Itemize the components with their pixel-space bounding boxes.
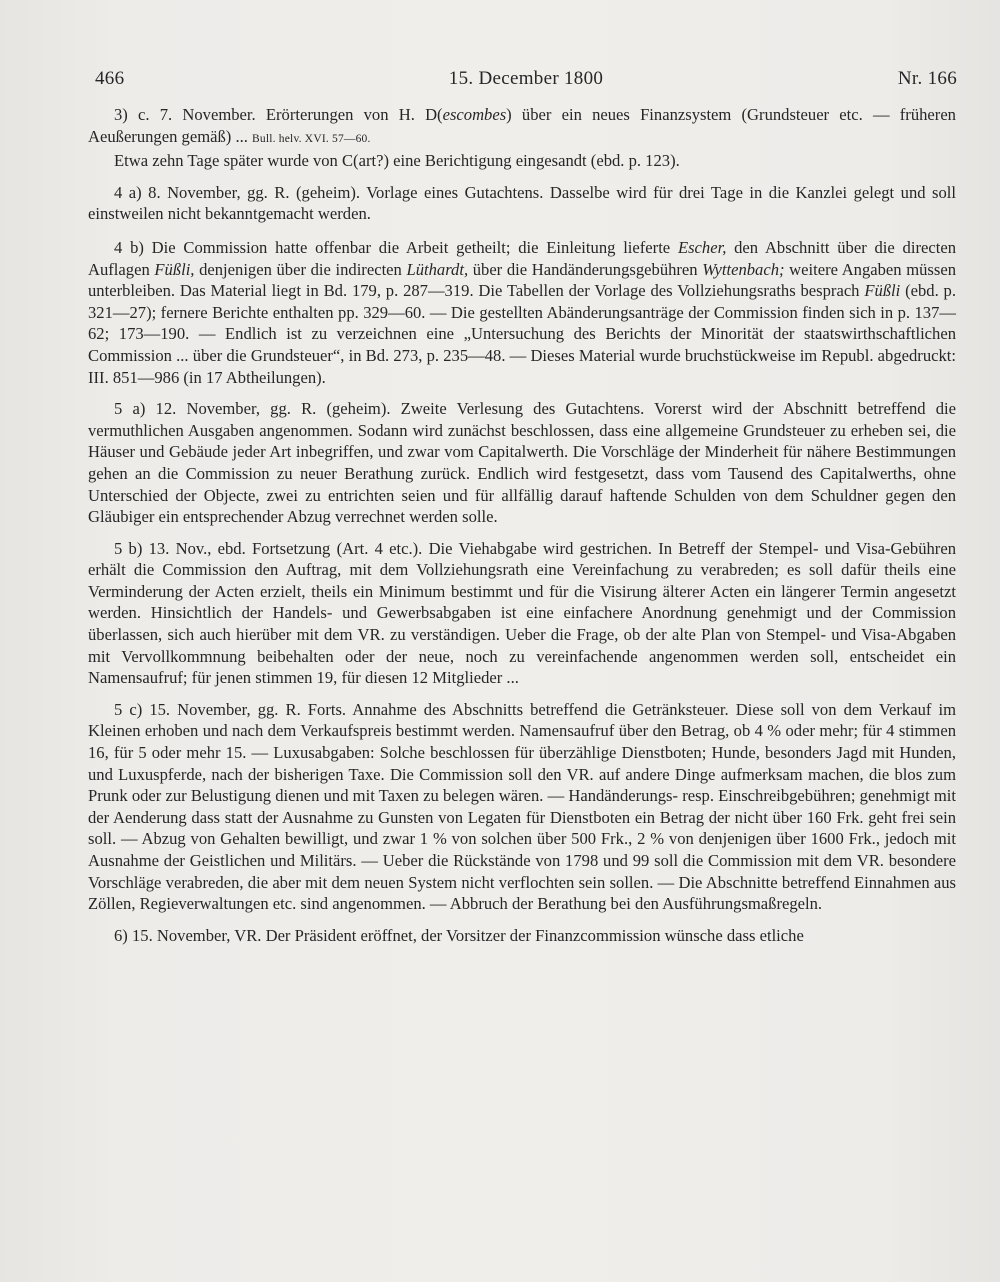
name-escher: Escher,	[677, 237, 727, 257]
citation-bull-helv: Bull. helv. XVI. 57—60.	[252, 132, 371, 145]
name-escombes: escombes	[442, 105, 507, 124]
header-date: 15. December 1800	[448, 68, 604, 89]
header-issue-number: Nr. 166	[897, 68, 957, 89]
paragraph-6: 6) 15. November, VR. Der Präsident eröffnet, der Vorsitzer der Finanzcommission wünsche dass etliche	[114, 925, 804, 945]
name-fuessli-2: Füßli	[864, 281, 901, 301]
name-wyttenbach: Wyttenbach;	[702, 259, 785, 279]
paragraph-4b: 4 b) Die Commission hatte offenbar die Arbeit getheilt; die Einleitung lieferte Escher, den Abschnitt über die directen Auflagen Füßli, denjenigen über die indirecten Lüthardt, über die Handänderungsgebühren Wyttenbach; weitere Angaben müssen unterbleiben. Das Material liegt in Bd. 179, p. 287—319. Die Tabellen der Vorlage des Vollziehungsraths besprach Füßli (ebd. p. 321—27); fernere Berichte enthalten pp. 329—60. — Die gestellten Abänderungsanträge der Commission finden sich in p. 137—62; 173—190. — Endlich ist zu verzeichnen eine „Untersuchung des Berichts der Minorität der staatswirthschaftlichen Commission ... über die Grundsteuer“, in Bd. 273, p. 235—48. — Dieses Material wurde bruchstückweise im Republ. abgedruckt: III. 851—986 (in 17 Abtheilungen).	[88, 237, 956, 387]
paragraph-5b: 5 b) 13. Nov., ebd. Fortsetzung (Art. 4 etc.). Die Viehabgabe wird gestrichen. In Betreff der Stempel- und Visa-Gebühren erhält die Commission den Auftrag, mit dem Vollziehungsrath eine Vereinfachung zu verabreden; es soll dafür theils eine Verminderung der Acten erzielt, theils ein Minimum bestimmt und für die Visirung älterer Acten ein längerer Termin angesetzt werden. Hinsichtlich der Handels- und Gewerbsabgaben ist eine einfachere Anordnung genehmigt und der Commission überlassen, sich auch hierüber mit dem VR. zu verständigen. Ueber die Frage, ob der alte Plan von Stempel- und Visa-Abgaben mit Vervollkommnung beibehalten oder der neue, noch zu vereinfachende angenommen werden soll, entscheidet ein Namensaufruf; für jenen stimmen 19, für diesen 12 Mitglieder ...	[88, 538, 956, 688]
name-fuessli: Füßli,	[154, 259, 195, 279]
paragraph-5a: 5 a) 12. November, gg. R. (geheim). Zweite Verlesung des Gutachtens. Vorerst wird der Abschnitt betreffend die vermuthlichen Ausgaben angenommen. Sodann wird zunächst beschlossen, dass eine allgemeine Grundsteuer zu erheben sei, die Häuser und Gebäude jeder Art inbegriffen, und zwar vom Capitalwerth. Die Vorschläge der Minderheit für nähere Bestimmungen gehen an die Commission zu neuer Berathung zurück. Endlich wird festgesetzt, dass vom Tausend des Capitalwerths, ohne Unterschied der Objecte, zwei zu entrichten seien und für allfällig darauf haftende Schulden von dem Schuldner gegen den Gläubiger ein entsprechender Abzug verrechnet werden solle.	[88, 399, 956, 527]
paragraph-3: 3) c. 7. November. Erörterungen von H. D(escombes) über ein neues Finanzsystem (Grundsteuer etc. — früheren Aeußerungen gemäß) ... Bull. helv. XVI. 57—60.	[88, 105, 956, 146]
paragraph-5c: 5 c) 15. November, gg. R. Forts. Annahme des Abschnitts betreffend die Getränksteuer. Diese soll von dem Verkauf im Kleinen erhoben und nach dem Verkaufspreis bestimmt werden. Namensaufruf über den Betrag, ob 4 % oder mehr; für 4 stimmen 16, für 5 oder mehr 15. — Luxusabgaben: Solche beschlossen für überzählige Dienstboten; Hunde, besonders Jagd mit Hunden, und Luxuspferde, nach der bisherigen Taxe. Die Commission soll den VR. auf andere Dinge aufmerksam machen, die blos zum Prunk oder zur Belustigung dienen und mit Taxen zu belegen wären. — Handänderungs- resp. Einschreibgebühren; genehmigt mit der Aenderung dass statt der Ausnahme zu Gunsten von Legaten für Dienstboten ein Betrag der nicht über 160 Frk. geht frei sein soll. — Abzug von Gehalten bewilligt, und zwar 1 % von solchen über 500 Frk., 2 % von denjenigen über 1600 Frk., jedoch mit Ausnahme der Geistlichen und Militärs. — Ueber die Rückstände von 1798 und 99 soll die Commission mit dem VR. besondere Vorschläge verabreden, die aber mit dem neuen System nicht verflochten sein sollen. — Die Abschnitte betreffend Einnahmen aus Zöllen, Regieverwaltungen etc. sind angenommen. — Abbruch der Berathung bei den Ausführungsmaßregeln.	[88, 699, 956, 914]
page-header	[95, 68, 957, 98]
paragraph-4a: 4 a) 8. November, gg. R. (geheim). Vorlage eines Gutachtens. Dasselbe wird für drei Tage in die Kanzlei gelegt und soll einstweilen nicht bekanntgemacht werden.	[88, 182, 956, 224]
name-luethardt: Lüthardt,	[406, 259, 469, 279]
body-text	[88, 104, 956, 946]
paragraph-3-note: Etwa zehn Tage später wurde von C(art?) eine Berichtigung eingesandt (ebd. p. 123).	[114, 151, 680, 171]
page-number: 466	[95, 68, 125, 89]
